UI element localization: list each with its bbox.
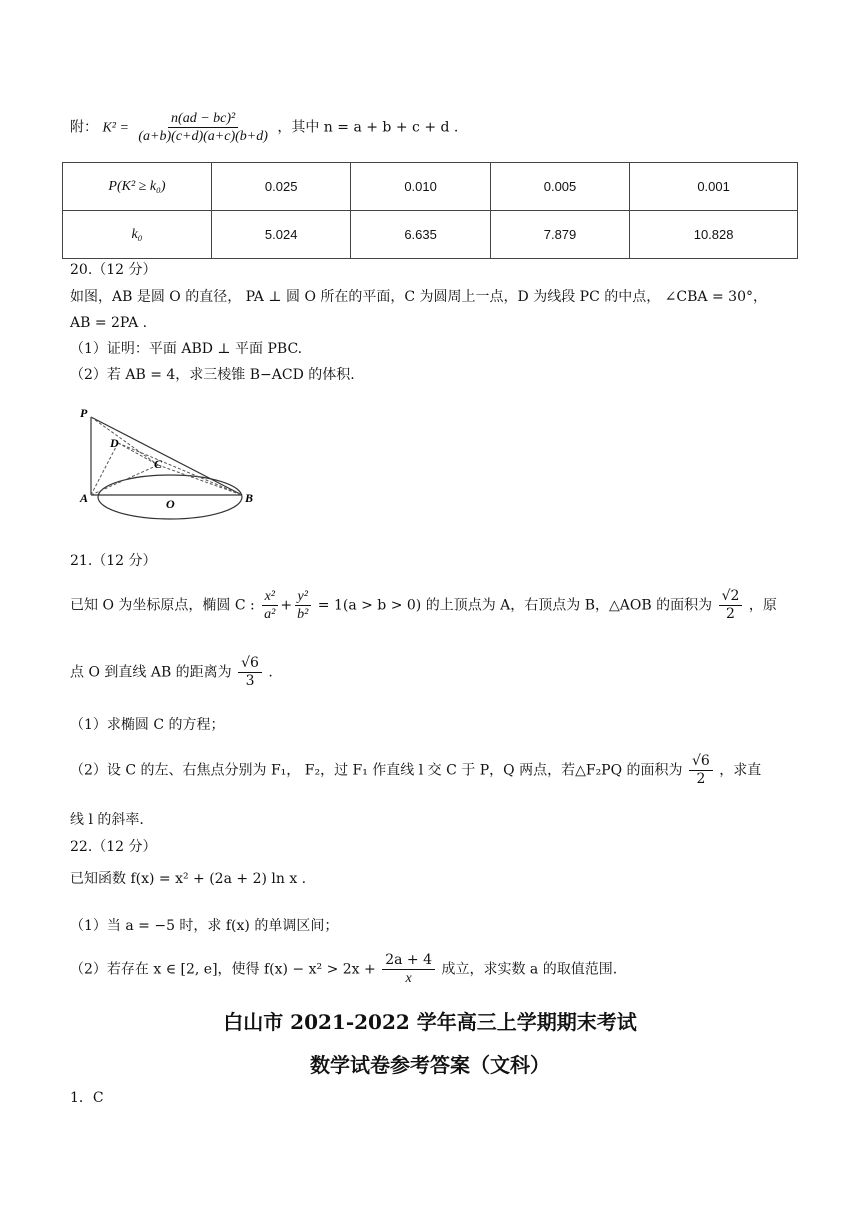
segment-dc: [118, 443, 158, 465]
q22-num: 2a + 4: [382, 952, 435, 970]
formula-fraction: [135, 110, 271, 145]
ellipse-x-den: a²: [264, 607, 276, 622]
formula-numerator: n(ad − bc)²: [168, 110, 238, 128]
dist-num: √6: [238, 655, 262, 673]
q20-line1: 如图，AB 是圆 O 的直径， PA ⊥ 圆 O 所在的平面，C 为圆周上一点，D 为线段 PC 的中点， ∠CBA = 30°，: [70, 289, 767, 305]
formula-denominator: (a+b)(c+d)(a+c)(b+d): [138, 129, 268, 144]
appendix-prefix: 附：: [70, 119, 98, 136]
q21-line1-a: 已知 O 为坐标原点，椭圆 C :: [70, 597, 255, 614]
appendix-formula: [70, 110, 458, 145]
label-a: A: [80, 491, 89, 505]
formula-lhs: K² =: [102, 120, 129, 136]
part2-fraction: [689, 753, 713, 788]
q21-line1: 已知 O 为坐标原点，椭圆 C : $\frac{\text{x²}}{\text{a²}}$ + $\frac{\text{y²}}{\text{b²}}$ = 1(a > b > 0) 的上顶点为 A，右顶点为 B，△AOB 的面积为 $\frac{√2}{2}$ ，原: [70, 588, 777, 622]
formula-suffix: ，其中 n = a + b + c + d .: [277, 119, 459, 136]
label-p: P: [80, 406, 88, 420]
q22-fraction: [382, 952, 435, 987]
dist-fraction: [238, 655, 262, 690]
segment-ac: [91, 465, 158, 495]
table-cell: 6.635: [351, 211, 490, 259]
q21-line2: [70, 655, 273, 690]
ellipse-y-fraction: [294, 588, 311, 623]
segment-pc: [91, 417, 158, 465]
q22-part2-b: 成立，求实数 a 的取值范围.: [441, 961, 618, 978]
label-b: B: [245, 491, 254, 505]
critical-value-table: [62, 162, 798, 259]
table-cell: 7.879: [490, 211, 629, 259]
part2-den: 2: [696, 771, 706, 787]
segment-db: [118, 443, 242, 495]
area-den: 2: [726, 606, 735, 622]
q22-part2: [70, 952, 617, 987]
q20-line2: AB = 2PA .: [70, 315, 148, 331]
q21-part2-c: 线 l 的斜率.: [70, 812, 144, 828]
q20-part2: （2）若 AB = 4，求三棱锥 B−ACD 的体积.: [70, 367, 355, 383]
table-cell: 5.024: [212, 211, 351, 259]
geometry-figure: [70, 405, 275, 530]
area-fraction: [719, 588, 743, 623]
ellipse-y-num: y²: [295, 588, 311, 606]
area-num: √2: [719, 588, 743, 606]
segment-cb: [158, 465, 242, 495]
ellipse-x-fraction: [261, 588, 278, 623]
answers-title: 白山市 2021-2022 学年高三上学期期末考试: [223, 1010, 637, 1034]
label-o: O: [166, 497, 175, 511]
part2-num: √6: [689, 753, 713, 771]
table-row-label: k₀: [63, 211, 212, 259]
q20-header: 20.（12 分）: [70, 262, 157, 278]
label-c: C: [154, 457, 163, 471]
q22-part2-a: （2）若存在 x ∈ [2, e]，使得 f(x) − x² > 2x +: [70, 961, 376, 978]
q21-part2-b: ，求直: [719, 762, 762, 779]
table-row: [63, 211, 798, 259]
q21-part2: [70, 753, 761, 788]
table-row: [63, 163, 798, 211]
table-row-label: P(K² ≥ k₀): [63, 163, 212, 211]
q21-line2-a: 点 O 到直线 AB 的距离为: [70, 664, 232, 681]
q21-line2-b: .: [268, 664, 273, 681]
q21-line1-c: ，原: [748, 597, 777, 614]
table-cell: 0.001: [630, 163, 798, 211]
answer-1: 1．C: [70, 1090, 104, 1106]
q20-part1: （1）证明：平面 ABD ⊥ 平面 PBC.: [70, 341, 303, 357]
q22-line1: 已知函数 f(x) = x² + (2a + 2) ln x .: [70, 871, 307, 887]
dist-den: 3: [245, 673, 255, 689]
q22-header: 22.（12 分）: [70, 839, 157, 855]
q21-part1: （1）求椭圆 C 的方程；: [70, 717, 225, 733]
table-cell: 0.025: [212, 163, 351, 211]
q22-part1: （1）当 a = −5 时，求 f(x) 的单调区间；: [70, 918, 339, 934]
q21-part2-a: （2）设 C 的左、右焦点分别为 F₁， F₂，过 F₁ 作直线 l 交 C 于 P，Q 两点，若△F₂PQ 的面积为: [70, 762, 683, 779]
q21-header: 21.（12 分）: [70, 553, 157, 569]
label-d: D: [110, 436, 119, 450]
ellipse-y-den: b²: [297, 607, 309, 622]
q22-den: x: [405, 971, 412, 986]
answers-subtitle: 数学试卷参考答案（文科）: [310, 1053, 550, 1077]
table-cell: 10.828: [630, 211, 798, 259]
q21-line1-b: = 1(a > b > 0) 的上顶点为 A，右顶点为 B，△AOB 的面积为: [317, 597, 713, 614]
table-cell: 0.005: [490, 163, 629, 211]
ellipse-x-num: x²: [262, 588, 278, 606]
table-cell: 0.010: [351, 163, 490, 211]
